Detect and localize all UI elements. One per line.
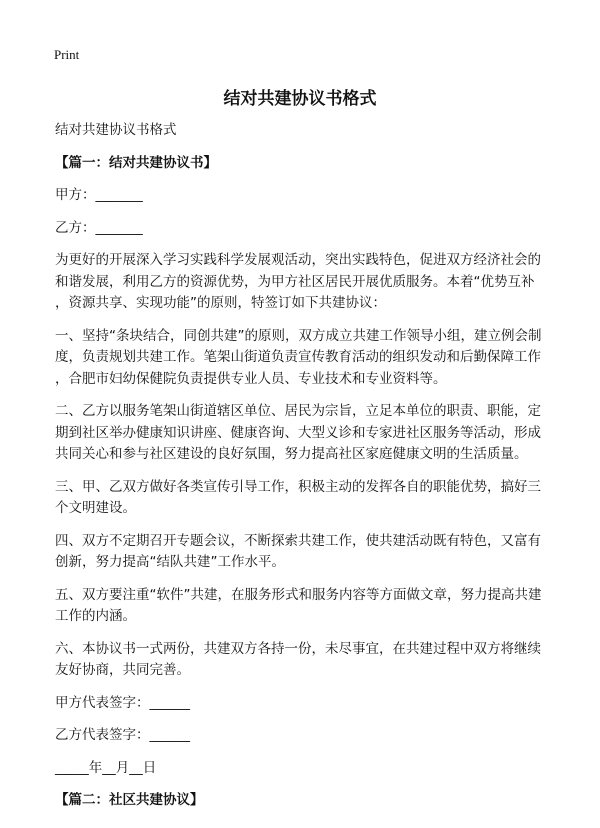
paragraph [55,218,575,240]
paragraph [55,326,575,391]
paragraph [55,477,575,520]
text-line: 五、双方要注重“软件”共建，在服务形式和服务内容等方面做文章，努力提高共建 [55,586,542,603]
text-line: 个文明建设。 [55,500,136,516]
text-line: 甲方代表签字：______ [55,694,190,711]
paragraph [55,531,575,574]
document-body [55,120,575,823]
text-line: 结对共建协议书格式 [55,122,177,138]
paragraph [55,185,575,207]
paragraph [55,120,575,142]
text-line: 六、本协议书一式两份，共建双方各持一份，未尽事宜，在共建过程中双方将继续 [55,640,541,657]
paragraph [55,250,575,315]
text-line: 和谐发展，利用乙方的资源优势，为甲方社区居民开展优质服务。本着“优势互补 [55,273,535,290]
text-line: 甲方：_______ [55,187,143,203]
paragraph [55,401,575,466]
text-line: 二、乙方以服务笔架山街道辖区单位、居民为宗旨，立足本单位的职责、职能，定 [55,403,541,419]
text-line: _____年__月__日 [55,759,157,776]
text-line: 【篇一：结对共建协议书】 [55,154,217,171]
text-line: 度，负责规划共建工作。笔架山街道负责宣传教育活动的组织发动和后勤保障工作 [55,349,541,365]
text-line: 乙方代表签字：______ [55,727,190,743]
paragraph [55,639,575,682]
paragraph [55,725,575,747]
print-link[interactable]: Print [54,47,80,62]
text-line: 创新，努力提高“结队共建”工作水平。 [55,554,285,570]
text-line: 乙方：_______ [55,219,143,236]
text-line: 友好协商，共同完善。 [55,662,190,678]
text-line: 一、坚持“条块结合，同创共建”的原则，双方成立共建工作领导小组，建立例会制 [55,327,542,344]
section-heading [55,153,575,175]
paragraph [55,693,575,715]
text-line: ，合肥市妇幼保健院负责提供专业人员、专业技术和专业资料等。 [55,370,447,387]
document-title: 结对共建协议书格式 [223,89,377,109]
text-line: 【篇二：社区共建协议】 [55,792,204,808]
paragraph [55,585,575,628]
text-line: 为更好的开展深入学习实践科学发展观活动，突出实践特色，促进双方经济社会的 [55,252,541,268]
text-line: 三、甲、乙双方做好各类宣传引导工作，积极主动的发挥各自的职能优势，搞好三 [55,478,541,495]
text-line: 工作的内涵。 [55,608,136,624]
section-heading [55,790,575,812]
text-line: ，资源共享、实现功能”的原则，特签订如下共建协议： [55,295,386,311]
text-line: 期到社区举办健康知识讲座、健康咨询、大型义诊和专家进社区服务等活动，形成 [55,424,541,441]
text-line: 四、双方不定期召开专题会议，不断探索共建工作，使共建活动既有特色，又富有 [55,532,541,549]
text-line: 共同关心和参与社区建设的良好氛围，努力提高社区家庭健康文明的生活质量。 [55,446,528,462]
paragraph [55,758,575,780]
